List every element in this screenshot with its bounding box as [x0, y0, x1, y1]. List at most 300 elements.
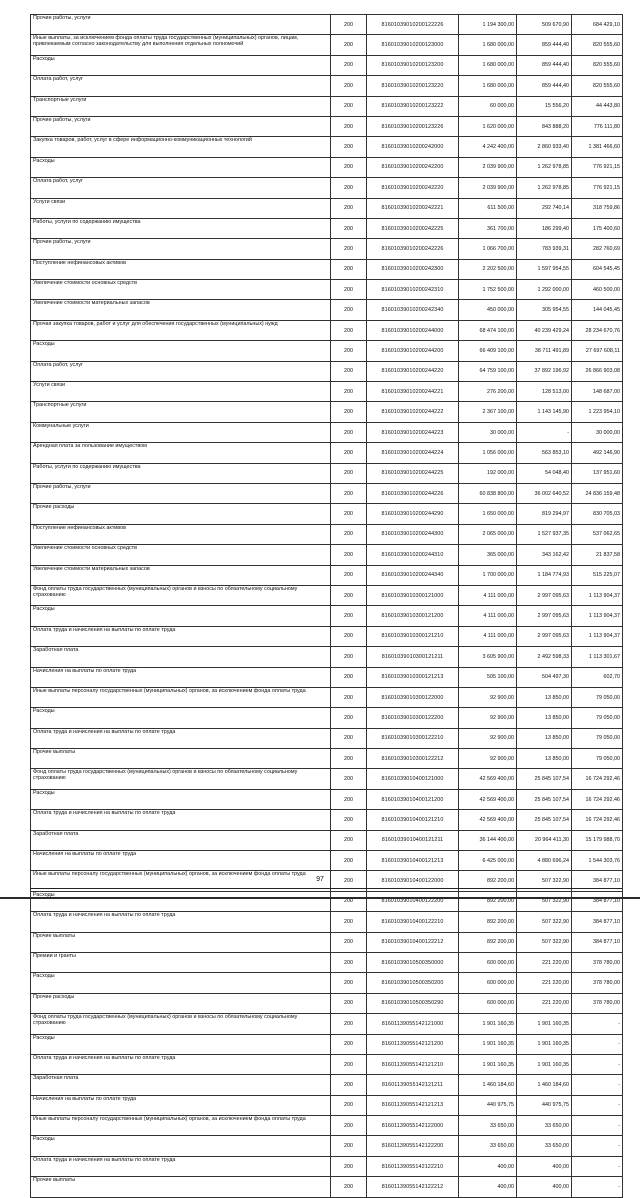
row-line-code: 200 [331, 1156, 367, 1176]
row-description: Расходы [31, 891, 331, 911]
row-approved-amount: 2 202 500,00 [459, 259, 517, 279]
row-executed-amount: 1 901 160,35 [517, 1054, 572, 1074]
row-executed-amount: 33 650,00 [517, 1116, 572, 1136]
row-approved-amount: 440 975,75 [459, 1095, 517, 1115]
table-row [31, 667, 623, 687]
row-budget-classification-code: 81601139055142121211 [367, 1075, 459, 1095]
row-unexecuted-amount: - [572, 1095, 623, 1115]
row-executed-amount: 25 845 107,54 [517, 789, 572, 809]
row-executed-amount: 221 220,00 [517, 993, 572, 1013]
row-approved-amount: 33 650,00 [459, 1116, 517, 1136]
row-executed-amount: 38 711 491,89 [517, 341, 572, 361]
table-row [31, 851, 623, 871]
row-approved-amount: 92 900,00 [459, 749, 517, 769]
row-approved-amount: 276 200,00 [459, 382, 517, 402]
row-executed-amount: 13 850,00 [517, 708, 572, 728]
row-description: Иные выплаты персоналу государственных (муниципальных) органов, за исключением фонда оплаты труда [31, 687, 331, 707]
row-budget-classification-code: 81601039010400121213 [367, 851, 459, 871]
table-row [31, 973, 623, 993]
row-description: Расходы [31, 708, 331, 728]
table-row [31, 810, 623, 830]
row-approved-amount: 1 700 000,00 [459, 565, 517, 585]
row-description: Увеличение стоимости материальных запасов [31, 300, 331, 320]
row-executed-amount: 2 997 095,63 [517, 626, 572, 646]
row-executed-amount: 4 880 696,24 [517, 851, 572, 871]
row-unexecuted-amount: 1 544 303,76 [572, 851, 623, 871]
row-executed-amount: 25 845 107,54 [517, 810, 572, 830]
row-approved-amount: 611 500,00 [459, 198, 517, 218]
row-approved-amount: 892 200,00 [459, 912, 517, 932]
row-description: Начисления на выплаты по оплате труда [31, 667, 331, 687]
row-unexecuted-amount: 144 045,45 [572, 300, 623, 320]
row-budget-classification-code: 81601039010200123220 [367, 76, 459, 96]
row-budget-classification-code: 81601039010300121210 [367, 626, 459, 646]
row-line-code: 200 [331, 993, 367, 1013]
row-unexecuted-amount: 604 545,45 [572, 259, 623, 279]
row-budget-classification-code: 81601139055142121213 [367, 1095, 459, 1115]
row-executed-amount: 128 513,00 [517, 382, 572, 402]
row-description: Начисления на выплаты по оплате труда [31, 851, 331, 871]
row-approved-amount: 1 680 000,00 [459, 35, 517, 55]
row-line-code: 200 [331, 239, 367, 259]
row-line-code: 200 [331, 382, 367, 402]
row-line-code: 200 [331, 198, 367, 218]
row-executed-amount: 563 853,10 [517, 443, 572, 463]
row-executed-amount: 13 850,00 [517, 728, 572, 748]
row-description: Расходы [31, 341, 331, 361]
table-row [31, 259, 623, 279]
row-description: Расходы [31, 1136, 331, 1156]
row-description: Премии и гранты [31, 952, 331, 972]
row-approved-amount: 892 200,00 [459, 891, 517, 911]
row-description: Увеличение стоимости основных средств [31, 545, 331, 565]
table-row [31, 626, 623, 646]
row-approved-amount: 92 900,00 [459, 687, 517, 707]
row-unexecuted-amount: - [572, 1014, 623, 1034]
row-budget-classification-code: 81601039010400121000 [367, 769, 459, 789]
table-row [31, 769, 623, 789]
row-executed-amount: 507 322,90 [517, 912, 572, 932]
row-approved-amount: 450 000,00 [459, 300, 517, 320]
row-unexecuted-amount: 137 951,60 [572, 463, 623, 483]
row-budget-classification-code: 81601039010400121211 [367, 830, 459, 850]
row-description: Оплата работ, услуг [31, 76, 331, 96]
row-unexecuted-amount: 776 111,80 [572, 116, 623, 136]
row-line-code: 200 [331, 280, 367, 300]
row-unexecuted-amount: - [572, 1136, 623, 1156]
row-budget-classification-code: 81601039010200242340 [367, 300, 459, 320]
row-budget-classification-code: 81601039010200244226 [367, 483, 459, 503]
row-line-code: 200 [331, 1116, 367, 1136]
row-approved-amount: 4 242 400,00 [459, 137, 517, 157]
row-executed-amount: 1 460 184,60 [517, 1075, 572, 1095]
row-budget-classification-code: 81601039010400122212 [367, 932, 459, 952]
row-line-code: 200 [331, 15, 367, 35]
row-unexecuted-amount: 1 113 904,37 [572, 585, 623, 605]
row-unexecuted-amount: - [572, 1177, 623, 1197]
row-unexecuted-amount: 148 687,00 [572, 382, 623, 402]
row-budget-classification-code: 81601039010500350000 [367, 952, 459, 972]
row-executed-amount: 2 997 095,63 [517, 585, 572, 605]
row-budget-classification-code: 81601039010200244340 [367, 565, 459, 585]
budget-execution-table [30, 14, 623, 1198]
row-line-code: 200 [331, 952, 367, 972]
table-row [31, 830, 623, 850]
table-body [31, 15, 623, 1198]
row-line-code: 200 [331, 524, 367, 544]
row-line-code: 200 [331, 891, 367, 911]
footer-rule [30, 888, 622, 889]
row-line-code: 200 [331, 320, 367, 340]
row-budget-classification-code: 81601139055142122212 [367, 1177, 459, 1197]
table-row [31, 137, 623, 157]
row-line-code: 200 [331, 871, 367, 891]
row-budget-classification-code: 81601039010200244222 [367, 402, 459, 422]
row-line-code: 200 [331, 585, 367, 605]
row-budget-classification-code: 81601139055142121210 [367, 1054, 459, 1074]
row-approved-amount: 1 194 300,00 [459, 15, 517, 35]
row-budget-classification-code: 81601039010200242310 [367, 280, 459, 300]
row-line-code: 200 [331, 1014, 367, 1034]
table-row [31, 382, 623, 402]
row-budget-classification-code: 81601039010300122212 [367, 749, 459, 769]
budget-report-sheet [30, 14, 622, 1198]
row-executed-amount: 859 444,40 [517, 76, 572, 96]
row-budget-classification-code: 81601039010300121213 [367, 667, 459, 687]
row-executed-amount: 507 322,90 [517, 871, 572, 891]
table-row [31, 443, 623, 463]
row-budget-classification-code: 81601039010300121211 [367, 647, 459, 667]
row-line-code: 200 [331, 178, 367, 198]
row-unexecuted-amount: 378 780,00 [572, 973, 623, 993]
row-budget-classification-code: 81601039010200242226 [367, 239, 459, 259]
row-approved-amount: 92 900,00 [459, 708, 517, 728]
row-budget-classification-code: 81601139055142122200 [367, 1136, 459, 1156]
row-executed-amount: 2 492 598,33 [517, 647, 572, 667]
row-unexecuted-amount: 384 877,10 [572, 932, 623, 952]
row-budget-classification-code: 81601039010200123222 [367, 96, 459, 116]
row-executed-amount: 1 292 000,00 [517, 280, 572, 300]
row-unexecuted-amount: 79 050,00 [572, 749, 623, 769]
row-executed-amount: - [517, 422, 572, 442]
row-budget-classification-code: 81601139055142122210 [367, 1156, 459, 1176]
row-budget-classification-code: 81601039010200122226 [367, 15, 459, 35]
row-description: Прочие работы, услуги [31, 15, 331, 35]
row-description: Увеличение стоимости материальных запасов [31, 565, 331, 585]
row-executed-amount: 859 444,40 [517, 35, 572, 55]
row-description: Услуги связи [31, 198, 331, 218]
row-unexecuted-amount: 282 760,69 [572, 239, 623, 259]
row-line-code: 200 [331, 422, 367, 442]
row-approved-amount: 400,00 [459, 1156, 517, 1176]
row-executed-amount: 292 740,14 [517, 198, 572, 218]
table-row [31, 1177, 623, 1197]
row-description: Фонд оплаты труда государственных (муниципальных) органов и взносы по обязательному социальному страхованию [31, 585, 331, 605]
row-approved-amount: 60 838 800,00 [459, 483, 517, 503]
row-budget-classification-code: 81601039010200123200 [367, 55, 459, 75]
row-description: Оплата работ, услуг [31, 178, 331, 198]
row-description: Прочие расходы [31, 504, 331, 524]
row-approved-amount: 1 901 160,35 [459, 1034, 517, 1054]
row-approved-amount: 42 569 400,00 [459, 789, 517, 809]
row-description: Поступление нефинансовых активов [31, 524, 331, 544]
row-description: Иные выплаты, за исключением фонда оплаты труда государственных (муниципальных) органов, лицам, привлекаемым согласно законодательству для выполнения отдельных полномочий [31, 35, 331, 55]
row-executed-amount: 1 262 978,85 [517, 178, 572, 198]
row-approved-amount: 30 000,00 [459, 422, 517, 442]
row-unexecuted-amount: - [572, 1075, 623, 1095]
row-budget-classification-code: 81601039010400121210 [367, 810, 459, 830]
table-row [31, 96, 623, 116]
table-row [31, 565, 623, 585]
table-row [31, 239, 623, 259]
row-description: Коммунальные услуги [31, 422, 331, 442]
scan-edge-line [0, 897, 640, 899]
row-line-code: 200 [331, 341, 367, 361]
row-budget-classification-code: 81601139055142121200 [367, 1034, 459, 1054]
row-approved-amount: 505 100,00 [459, 667, 517, 687]
row-unexecuted-amount: 820 555,60 [572, 76, 623, 96]
row-approved-amount: 6 425 000,00 [459, 851, 517, 871]
row-approved-amount: 4 111 000,00 [459, 606, 517, 626]
row-description: Расходы [31, 1034, 331, 1054]
row-description: Увеличение стоимости основных средств [31, 280, 331, 300]
row-unexecuted-amount: 21 837,58 [572, 545, 623, 565]
row-budget-classification-code: 81601039010200244220 [367, 361, 459, 381]
row-description: Начисления на выплаты по оплате труда [31, 1095, 331, 1115]
row-executed-amount: 509 670,90 [517, 15, 572, 35]
row-budget-classification-code: 81601039010200244310 [367, 545, 459, 565]
row-line-code: 200 [331, 55, 367, 75]
row-budget-classification-code: 81601039010300121000 [367, 585, 459, 605]
row-unexecuted-amount: - [572, 1034, 623, 1054]
row-unexecuted-amount: 44 443,80 [572, 96, 623, 116]
row-budget-classification-code: 81601039010500350200 [367, 973, 459, 993]
page-number: 97 [316, 876, 324, 883]
row-approved-amount: 892 200,00 [459, 871, 517, 891]
row-description: Арендная плата за пользование имуществом [31, 443, 331, 463]
row-description: Транспортные услуги [31, 402, 331, 422]
row-executed-amount: 33 650,00 [517, 1136, 572, 1156]
row-description: Оплата труда и начисления на выплаты по оплате труда [31, 912, 331, 932]
row-executed-amount: 859 444,40 [517, 55, 572, 75]
row-approved-amount: 64 759 100,00 [459, 361, 517, 381]
row-executed-amount: 783 939,31 [517, 239, 572, 259]
row-description: Расходы [31, 55, 331, 75]
row-description: Оплата труда и начисления на выплаты по оплате труда [31, 728, 331, 748]
row-description: Закупка товаров, работ, услуг в сфере информационно-коммуникационных технологий [31, 137, 331, 157]
row-unexecuted-amount: - [572, 1054, 623, 1074]
row-approved-amount: 42 569 400,00 [459, 769, 517, 789]
row-executed-amount: 37 892 196,92 [517, 361, 572, 381]
table-row [31, 1116, 623, 1136]
table-row [31, 463, 623, 483]
table-row [31, 300, 623, 320]
table-row [31, 35, 623, 55]
row-budget-classification-code: 81601039010200242221 [367, 198, 459, 218]
table-row [31, 1034, 623, 1054]
row-unexecuted-amount: 1 113 904,37 [572, 626, 623, 646]
row-budget-classification-code: 81601039010200242225 [367, 218, 459, 238]
row-unexecuted-amount: 776 921,15 [572, 178, 623, 198]
row-description: Прочие работы, услуги [31, 116, 331, 136]
row-approved-amount: 892 200,00 [459, 932, 517, 952]
table-row [31, 912, 623, 932]
row-unexecuted-amount: 28 234 670,76 [572, 320, 623, 340]
row-approved-amount: 42 569 400,00 [459, 810, 517, 830]
row-unexecuted-amount: - [572, 1156, 623, 1176]
table-row [31, 55, 623, 75]
row-approved-amount: 1 752 500,00 [459, 280, 517, 300]
row-line-code: 200 [331, 1034, 367, 1054]
row-budget-classification-code: 81601039010200244225 [367, 463, 459, 483]
row-line-code: 200 [331, 545, 367, 565]
row-description: Расходы [31, 157, 331, 177]
row-budget-classification-code: 81601039010200244000 [367, 320, 459, 340]
row-approved-amount: 365 000,00 [459, 545, 517, 565]
row-budget-classification-code: 81601039010400122210 [367, 912, 459, 932]
table-row [31, 402, 623, 422]
row-executed-amount: 1 143 145,90 [517, 402, 572, 422]
row-line-code: 200 [331, 463, 367, 483]
row-unexecuted-amount: 537 062,65 [572, 524, 623, 544]
row-unexecuted-amount: 515 225,07 [572, 565, 623, 585]
table-row [31, 1156, 623, 1176]
row-unexecuted-amount: 24 836 159,48 [572, 483, 623, 503]
row-line-code: 200 [331, 1095, 367, 1115]
row-unexecuted-amount: 30 000,00 [572, 422, 623, 442]
row-description: Фонд оплаты труда государственных (муниципальных) органов и взносы по обязательному социальному страхованию [31, 769, 331, 789]
row-executed-amount: 20 964 411,30 [517, 830, 572, 850]
row-approved-amount: 600 000,00 [459, 993, 517, 1013]
row-budget-classification-code: 81601139055142121000 [367, 1014, 459, 1034]
table-row [31, 116, 623, 136]
row-description: Услуги связи [31, 382, 331, 402]
row-executed-amount: 305 954,55 [517, 300, 572, 320]
row-unexecuted-amount: 16 724 292,46 [572, 810, 623, 830]
row-executed-amount: 507 322,90 [517, 932, 572, 952]
row-executed-amount: 440 975,75 [517, 1095, 572, 1115]
row-unexecuted-amount: 79 050,00 [572, 687, 623, 707]
row-line-code: 200 [331, 137, 367, 157]
row-executed-amount: 186 299,40 [517, 218, 572, 238]
row-budget-classification-code: 81601039010300122000 [367, 687, 459, 707]
row-budget-classification-code: 81601039010500350290 [367, 993, 459, 1013]
table-row [31, 280, 623, 300]
row-budget-classification-code: 81601039010300122210 [367, 728, 459, 748]
row-description: Транспортные услуги [31, 96, 331, 116]
row-executed-amount: 1 527 937,35 [517, 524, 572, 544]
row-line-code: 200 [331, 606, 367, 626]
row-approved-amount: 1 901 160,35 [459, 1014, 517, 1034]
table-row [31, 1095, 623, 1115]
row-approved-amount: 1 066 700,00 [459, 239, 517, 259]
row-line-code: 200 [331, 626, 367, 646]
row-approved-amount: 1 056 000,00 [459, 443, 517, 463]
table-row [31, 1054, 623, 1074]
row-approved-amount: 400,00 [459, 1177, 517, 1197]
row-executed-amount: 54 048,40 [517, 463, 572, 483]
row-description: Работы, услуги по содержанию имущества [31, 463, 331, 483]
table-row [31, 606, 623, 626]
row-description: Прочие работы, услуги [31, 483, 331, 503]
row-approved-amount: 1 620 000,00 [459, 116, 517, 136]
row-unexecuted-amount: 378 780,00 [572, 993, 623, 1013]
table-row [31, 1075, 623, 1095]
row-description: Прочие выплаты [31, 1177, 331, 1197]
row-description: Прочие выплаты [31, 749, 331, 769]
table-row [31, 524, 623, 544]
row-budget-classification-code: 81601039010200123000 [367, 35, 459, 55]
row-executed-amount: 819 294,97 [517, 504, 572, 524]
row-approved-amount: 1 680 000,00 [459, 55, 517, 75]
row-executed-amount: 2 997 095,63 [517, 606, 572, 626]
row-description: Заработная плата [31, 647, 331, 667]
row-executed-amount: 221 220,00 [517, 952, 572, 972]
row-executed-amount: 1 901 160,35 [517, 1014, 572, 1034]
row-approved-amount: 2 039 900,00 [459, 157, 517, 177]
table-row [31, 15, 623, 35]
row-description: Заработная плата [31, 830, 331, 850]
row-executed-amount: 400,00 [517, 1156, 572, 1176]
row-budget-classification-code: 81601039010400122200 [367, 891, 459, 911]
row-line-code: 200 [331, 728, 367, 748]
row-budget-classification-code: 81601039010200244290 [367, 504, 459, 524]
row-description: Расходы [31, 973, 331, 993]
row-line-code: 200 [331, 912, 367, 932]
row-line-code: 200 [331, 1136, 367, 1156]
table-row [31, 341, 623, 361]
row-budget-classification-code: 81601039010400122000 [367, 871, 459, 891]
row-approved-amount: 33 650,00 [459, 1136, 517, 1156]
row-executed-amount: 13 850,00 [517, 749, 572, 769]
table-row [31, 320, 623, 340]
row-approved-amount: 2 039 900,00 [459, 178, 517, 198]
row-description: Работы, услуги по содержанию имущества [31, 218, 331, 238]
row-approved-amount: 600 000,00 [459, 952, 517, 972]
row-line-code: 200 [331, 96, 367, 116]
row-budget-classification-code: 81601039010300122200 [367, 708, 459, 728]
row-line-code: 200 [331, 483, 367, 503]
table-row [31, 218, 623, 238]
row-unexecuted-amount: 820 555,60 [572, 35, 623, 55]
row-approved-amount: 4 111 000,00 [459, 626, 517, 646]
row-budget-classification-code: 81601039010200244300 [367, 524, 459, 544]
row-unexecuted-amount: 684 429,10 [572, 15, 623, 35]
row-unexecuted-amount: 1 223 954,10 [572, 402, 623, 422]
table-row [31, 1136, 623, 1156]
row-description: Прочие выплаты [31, 932, 331, 952]
row-unexecuted-amount: 378 780,00 [572, 952, 623, 972]
row-budget-classification-code: 81601039010200244221 [367, 382, 459, 402]
row-description: Иные выплаты персоналу государственных (муниципальных) органов, за исключением фонда оплаты труда [31, 1116, 331, 1136]
row-description: Оплата труда и начисления на выплаты по оплате труда [31, 810, 331, 830]
row-unexecuted-amount: 15 179 988,70 [572, 830, 623, 850]
row-approved-amount: 192 000,00 [459, 463, 517, 483]
row-line-code: 200 [331, 218, 367, 238]
row-unexecuted-amount: 26 866 903,08 [572, 361, 623, 381]
row-approved-amount: 2 065 000,00 [459, 524, 517, 544]
row-executed-amount: 1 262 978,85 [517, 157, 572, 177]
row-description: Расходы [31, 789, 331, 809]
row-approved-amount: 600 000,00 [459, 973, 517, 993]
row-line-code: 200 [331, 259, 367, 279]
row-line-code: 200 [331, 687, 367, 707]
row-executed-amount: 13 850,00 [517, 687, 572, 707]
row-budget-classification-code: 81601039010200244224 [367, 443, 459, 463]
row-executed-amount: 1 901 160,35 [517, 1034, 572, 1054]
row-description: Прочие работы, услуги [31, 239, 331, 259]
row-executed-amount: 15 556,20 [517, 96, 572, 116]
